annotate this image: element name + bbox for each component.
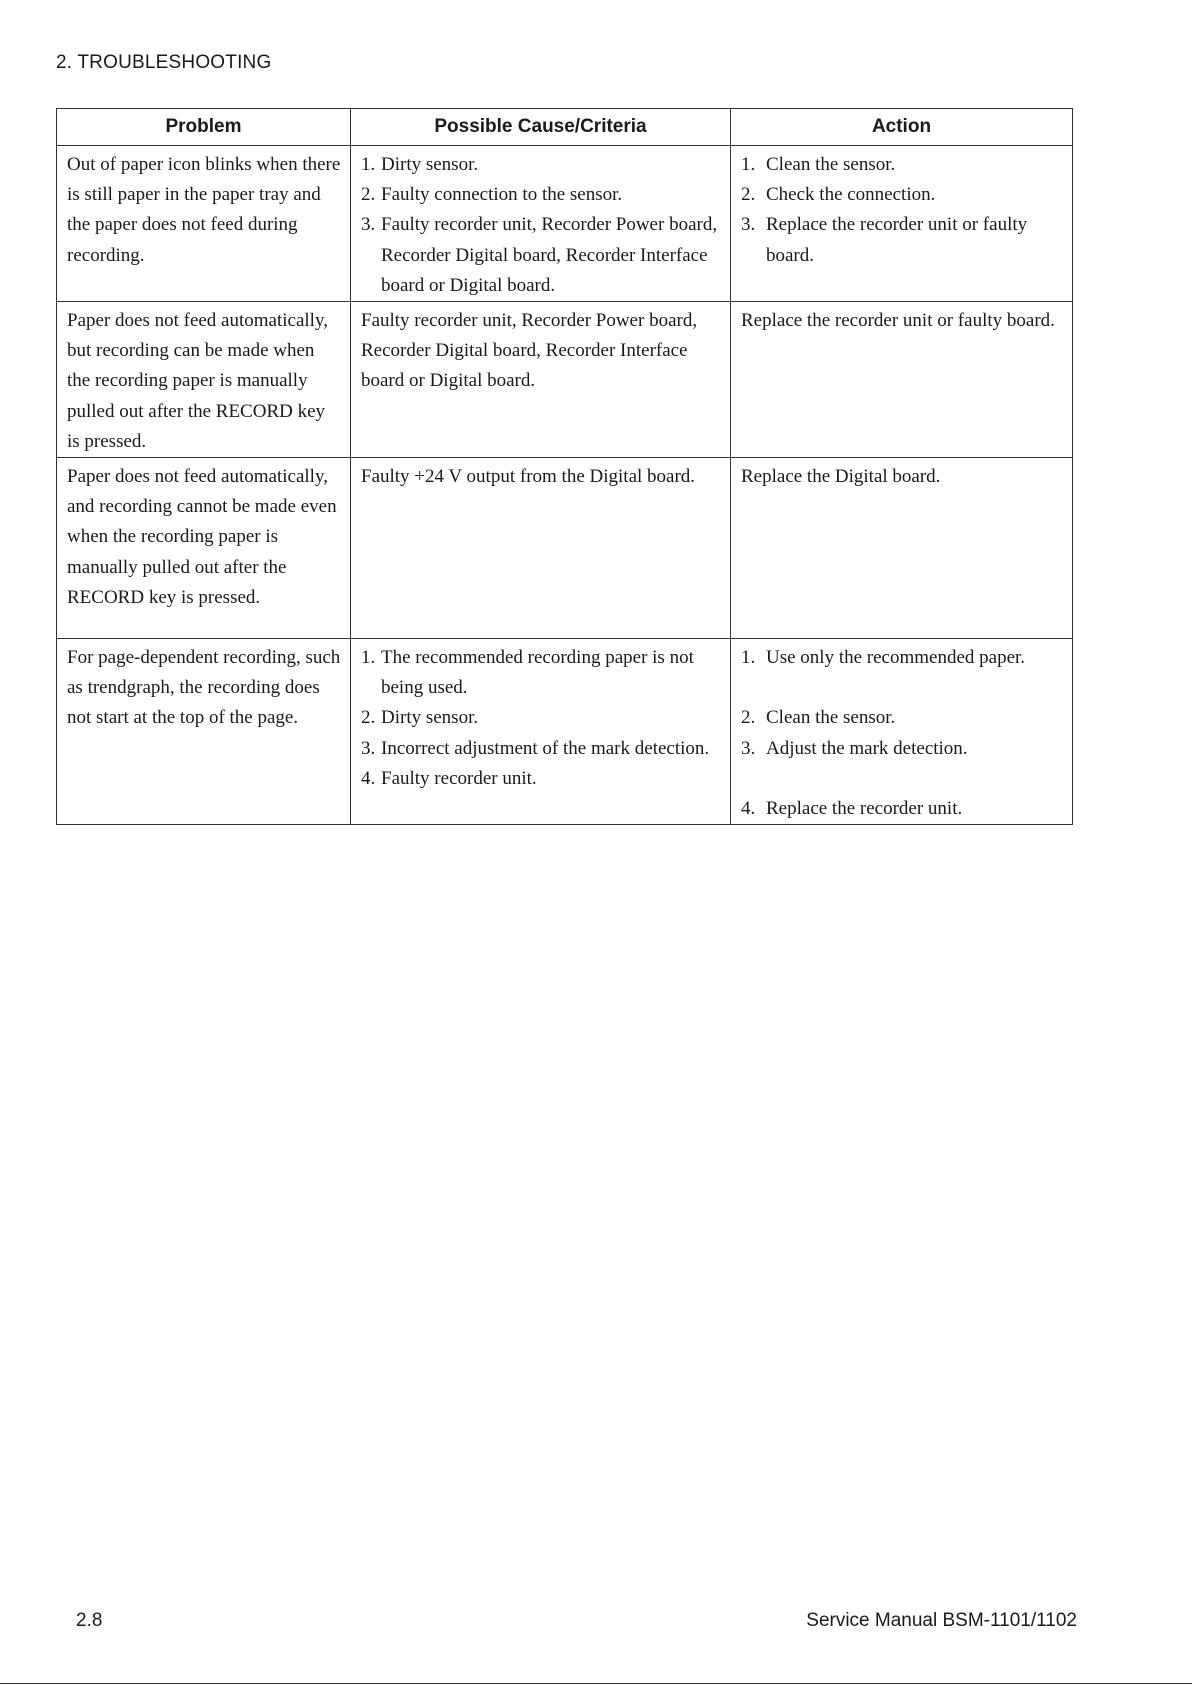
- table-row: [57, 639, 1073, 825]
- cause-cell: Faulty recorder unit, Recorder Power board, Recorder Digital board, Recorder Interface board or Digital board.: [351, 302, 731, 458]
- table-header-row: [57, 109, 1073, 146]
- list-item: 3. Replace the recorder unit or faulty board.: [741, 214, 1028, 266]
- list-item: 2. Faulty connection to the sensor.: [361, 184, 623, 206]
- action-cell: Replace the recorder unit or faulty board.: [731, 302, 1073, 458]
- table-row: [57, 146, 1073, 302]
- header-problem: Problem: [57, 109, 351, 146]
- list-item: 2. Check the connection.: [741, 184, 936, 206]
- problem-cell: For page-dependent recording, such as trendgraph, the recording does not start at the top of the page.: [57, 639, 351, 825]
- list-item: 2. Clean the sensor.: [741, 707, 896, 729]
- list-item: 3. Faulty recorder unit, Recorder Power board, Recorder Digital board, Recorder Interface board or Digital board.: [361, 214, 718, 296]
- bottom-divider: [0, 1683, 1192, 1684]
- action-list: [741, 643, 1064, 824]
- action-cell: [731, 639, 1073, 825]
- list-item: 2. Dirty sensor.: [361, 707, 479, 729]
- cause-list: [361, 150, 722, 301]
- table-row: [57, 302, 1073, 458]
- cause-cell: [351, 639, 731, 825]
- page-number: 2.8: [76, 1610, 103, 1631]
- problem-cell: Out of paper icon blinks when there is still paper in the paper tray and the paper does not feed during recording.: [57, 146, 351, 302]
- list-item: 4. Replace the recorder unit.: [741, 798, 963, 820]
- action-cell: [731, 146, 1073, 302]
- list-item: 1. Dirty sensor.: [361, 154, 479, 175]
- cause-cell: Faulty +24 V output from the Digital board.: [351, 458, 731, 639]
- problem-cell: Paper does not feed automatically, but recording can be made when the recording paper is manually pulled out after the RECORD key is pressed.: [57, 302, 351, 458]
- list-item: 1. Clean the sensor.: [741, 154, 896, 175]
- problem-cell: Paper does not feed automatically, and recording cannot be made even when the recording paper is manually pulled out after the RECORD key is pressed.: [57, 458, 351, 639]
- action-cell: Replace the Digital board.: [731, 458, 1073, 639]
- action-list: [741, 150, 1064, 271]
- cause-cell: [351, 146, 731, 302]
- header-action: Action: [731, 109, 1073, 146]
- manual-title: Service Manual BSM-1101/1102: [806, 1610, 1077, 1631]
- list-item: 4. Faulty recorder unit.: [361, 767, 537, 789]
- section-title: 2. TROUBLESHOOTING: [56, 52, 272, 73]
- table-row: [57, 458, 1073, 639]
- list-item: 1. The recommended recording paper is not being used.: [361, 647, 694, 699]
- cause-list: [361, 643, 722, 794]
- troubleshooting-table: [56, 108, 1073, 825]
- list-item: 3. Incorrect adjustment of the mark detection.: [361, 737, 710, 759]
- list-item: 1. Use only the recommended paper.: [741, 647, 1026, 669]
- list-item: 3. Adjust the mark detection.: [741, 737, 968, 759]
- header-cause: Possible Cause/Criteria: [351, 109, 731, 146]
